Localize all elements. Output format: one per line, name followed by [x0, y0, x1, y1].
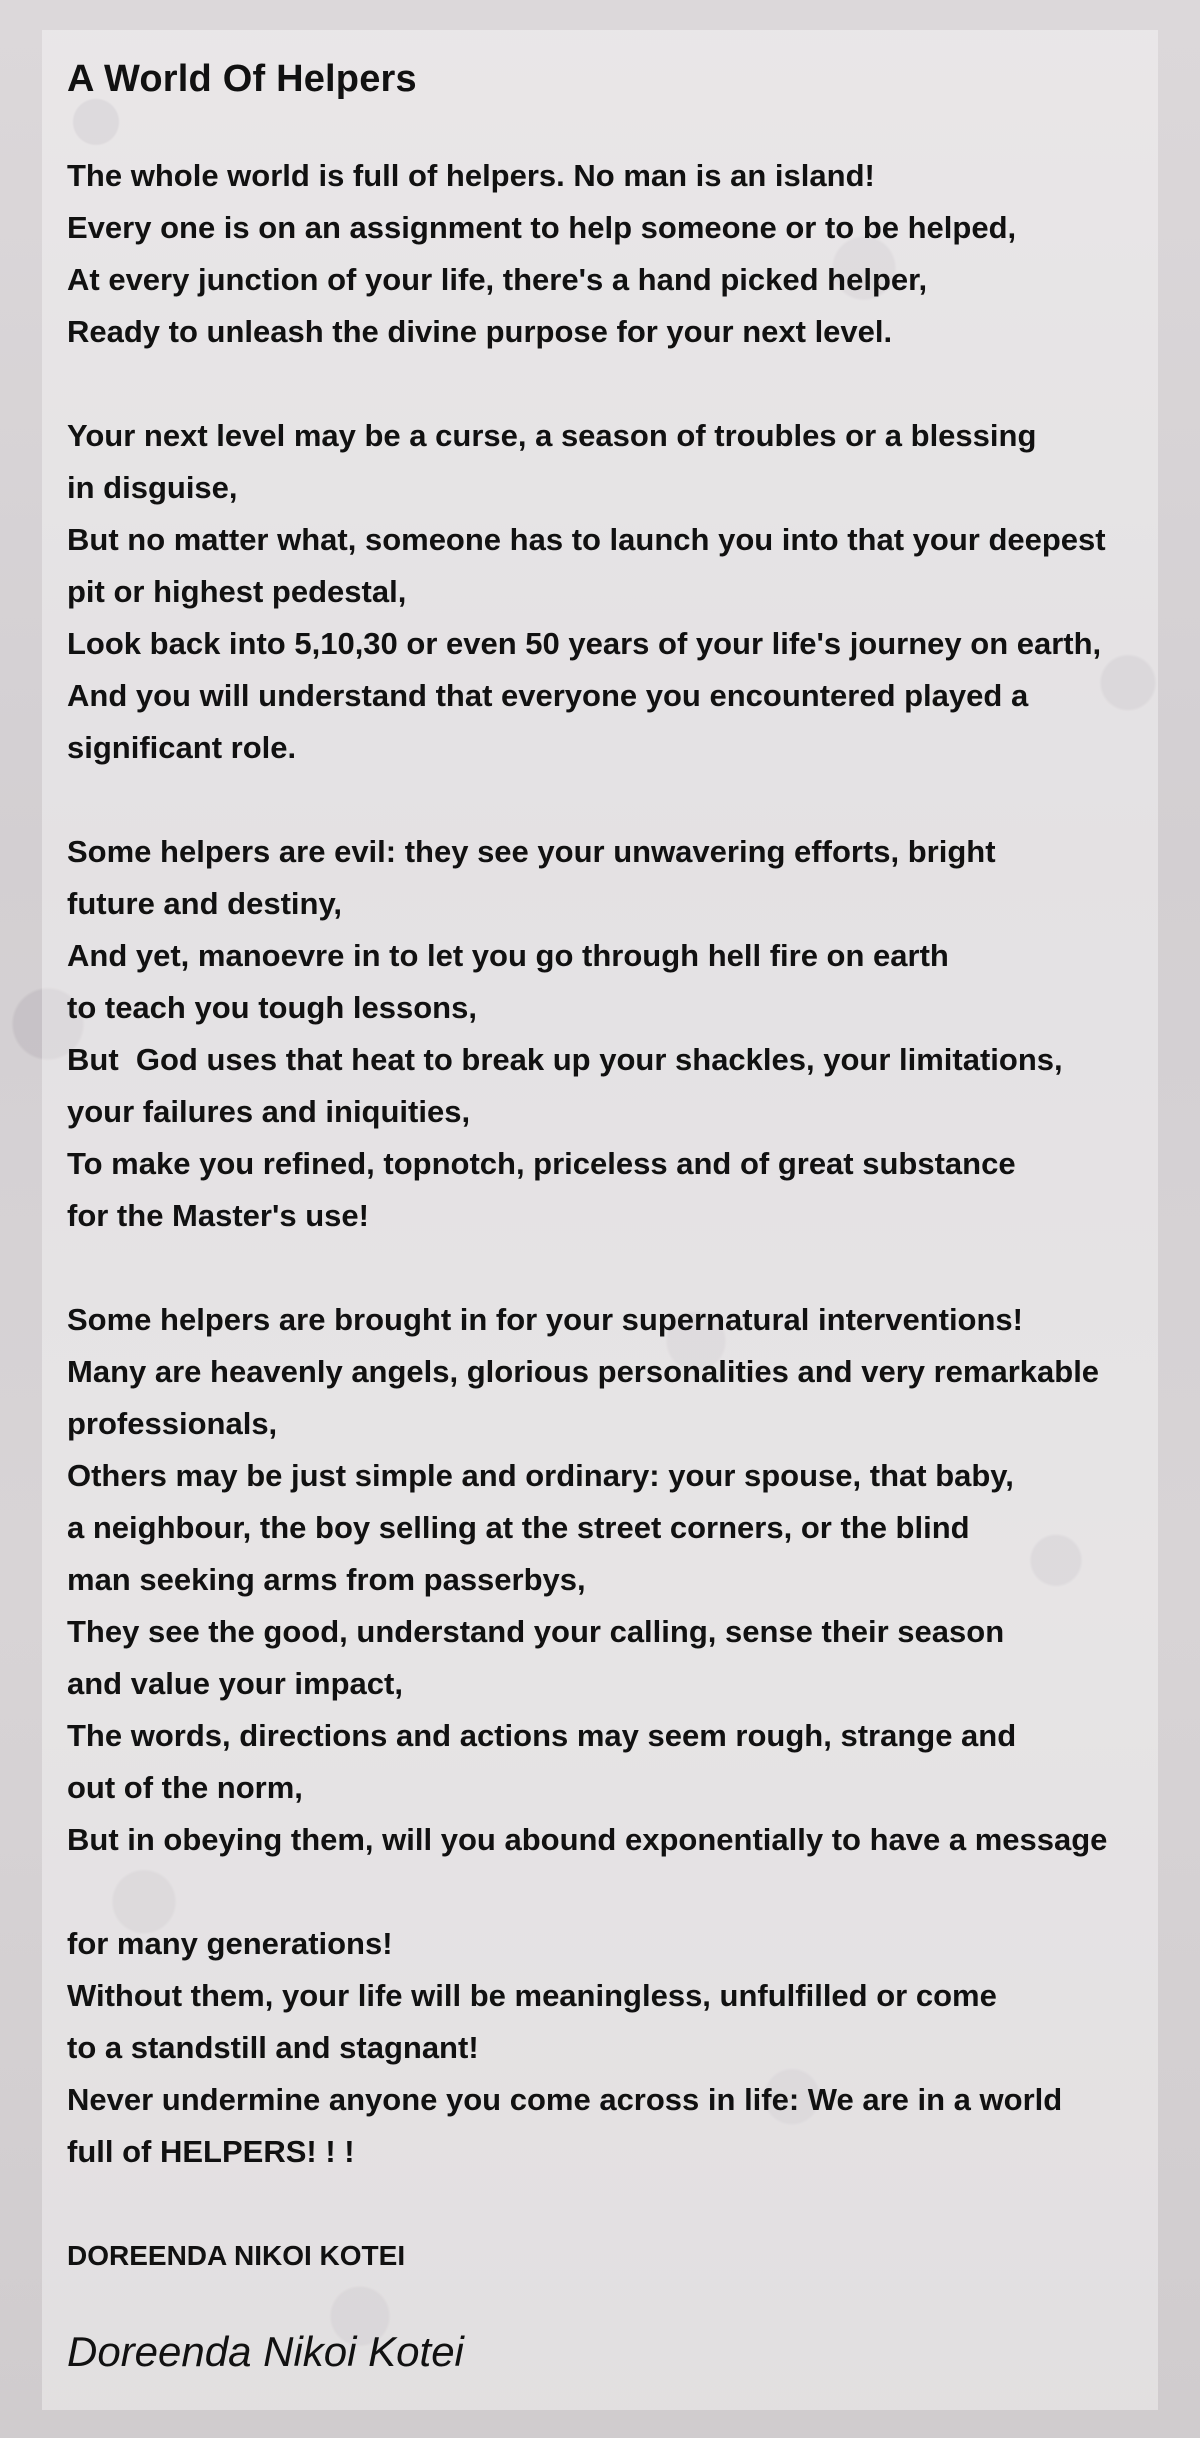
- poem-line: pit or highest pedestal,: [67, 574, 407, 609]
- poem-line: Many are heavenly angels, glorious personalities and very remarkable: [67, 1354, 1100, 1389]
- poem-line: And yet, manoevre in to let you go through hell fire on earth: [67, 938, 949, 973]
- poem-page: [67, 48, 1177, 2380]
- poem-line: Some helpers are brought in for your supernatural interventions!: [67, 1302, 1023, 1337]
- poem-line: They see the good, understand your calling, sense their season: [67, 1614, 1005, 1649]
- poem-line: man seeking arms from passerbys,: [67, 1562, 586, 1597]
- poem-line: The words, directions and actions may seem rough, strange and: [67, 1718, 1017, 1753]
- poem-body: [67, 150, 1177, 2178]
- stanza-3: [67, 826, 1177, 1242]
- poem-line: significant role.: [67, 730, 297, 765]
- poem-line: and value your impact,: [67, 1666, 403, 1701]
- poem-line: Never undermine anyone you come across in life: We are in a world: [67, 2082, 1063, 2117]
- poem-line: for the Master's use!: [67, 1198, 369, 1233]
- poem-line: Look back into 5,10,30 or even 50 years of your life's journey on earth,: [67, 626, 1102, 661]
- poem-line: The whole world is full of helpers. No man is an island!: [67, 158, 875, 193]
- poem-line: Ready to unleash the divine purpose for your next level.: [67, 314, 893, 349]
- poem-line: in disguise,: [67, 470, 238, 505]
- poem-line: And you will understand that everyone you encountered played a: [67, 678, 1029, 713]
- poem-line: Some helpers are evil: they see your unwavering efforts, bright: [67, 834, 996, 869]
- stanza-2: [67, 410, 1177, 774]
- poem-line: But in obeying them, will you abound exponentially to have a message: [67, 1822, 1108, 1857]
- author-name-caps: DOREENDA NIKOI KOTEI: [67, 2240, 406, 2271]
- stanza-4: [67, 1294, 1177, 1866]
- poem-line: To make you refined, topnotch, priceless and of great substance: [67, 1146, 1016, 1181]
- poem-line: out of the norm,: [67, 1770, 303, 1805]
- poem-line: professionals,: [67, 1406, 278, 1441]
- poem-title: A World Of Helpers: [67, 58, 417, 100]
- poem-line: to a standstill and stagnant!: [67, 2030, 479, 2065]
- poem-line: Every one is on an assignment to help someone or to be helped,: [67, 210, 1017, 245]
- poem-line: Without them, your life will be meaningless, unfulfilled or come: [67, 1978, 997, 2013]
- poem-line: At every junction of your life, there's a hand picked helper,: [67, 262, 928, 297]
- poem-line: your failures and iniquities,: [67, 1094, 471, 1129]
- poem-line: full of HELPERS! ! !: [67, 2134, 355, 2169]
- poem-line: to teach you tough lessons,: [67, 990, 477, 1025]
- author-signature: Doreenda Nikoi Kotei: [67, 2328, 464, 2375]
- poem-line: for many generations!: [67, 1926, 393, 1961]
- poem-line: a neighbour, the boy selling at the street corners, or the blind: [67, 1510, 970, 1545]
- poem-line: Your next level may be a curse, a season of troubles or a blessing: [67, 418, 1037, 453]
- poem-line: But God uses that heat to break up your shackles, your limitations,: [67, 1042, 1063, 1077]
- poem-line: future and destiny,: [67, 886, 343, 921]
- stanza-5: [67, 1918, 1177, 2178]
- stanza-1: [67, 150, 1177, 358]
- poem-line: But no matter what, someone has to launch you into that your deepest: [67, 522, 1106, 557]
- poem-line: Others may be just simple and ordinary: your spouse, that baby,: [67, 1458, 1014, 1493]
